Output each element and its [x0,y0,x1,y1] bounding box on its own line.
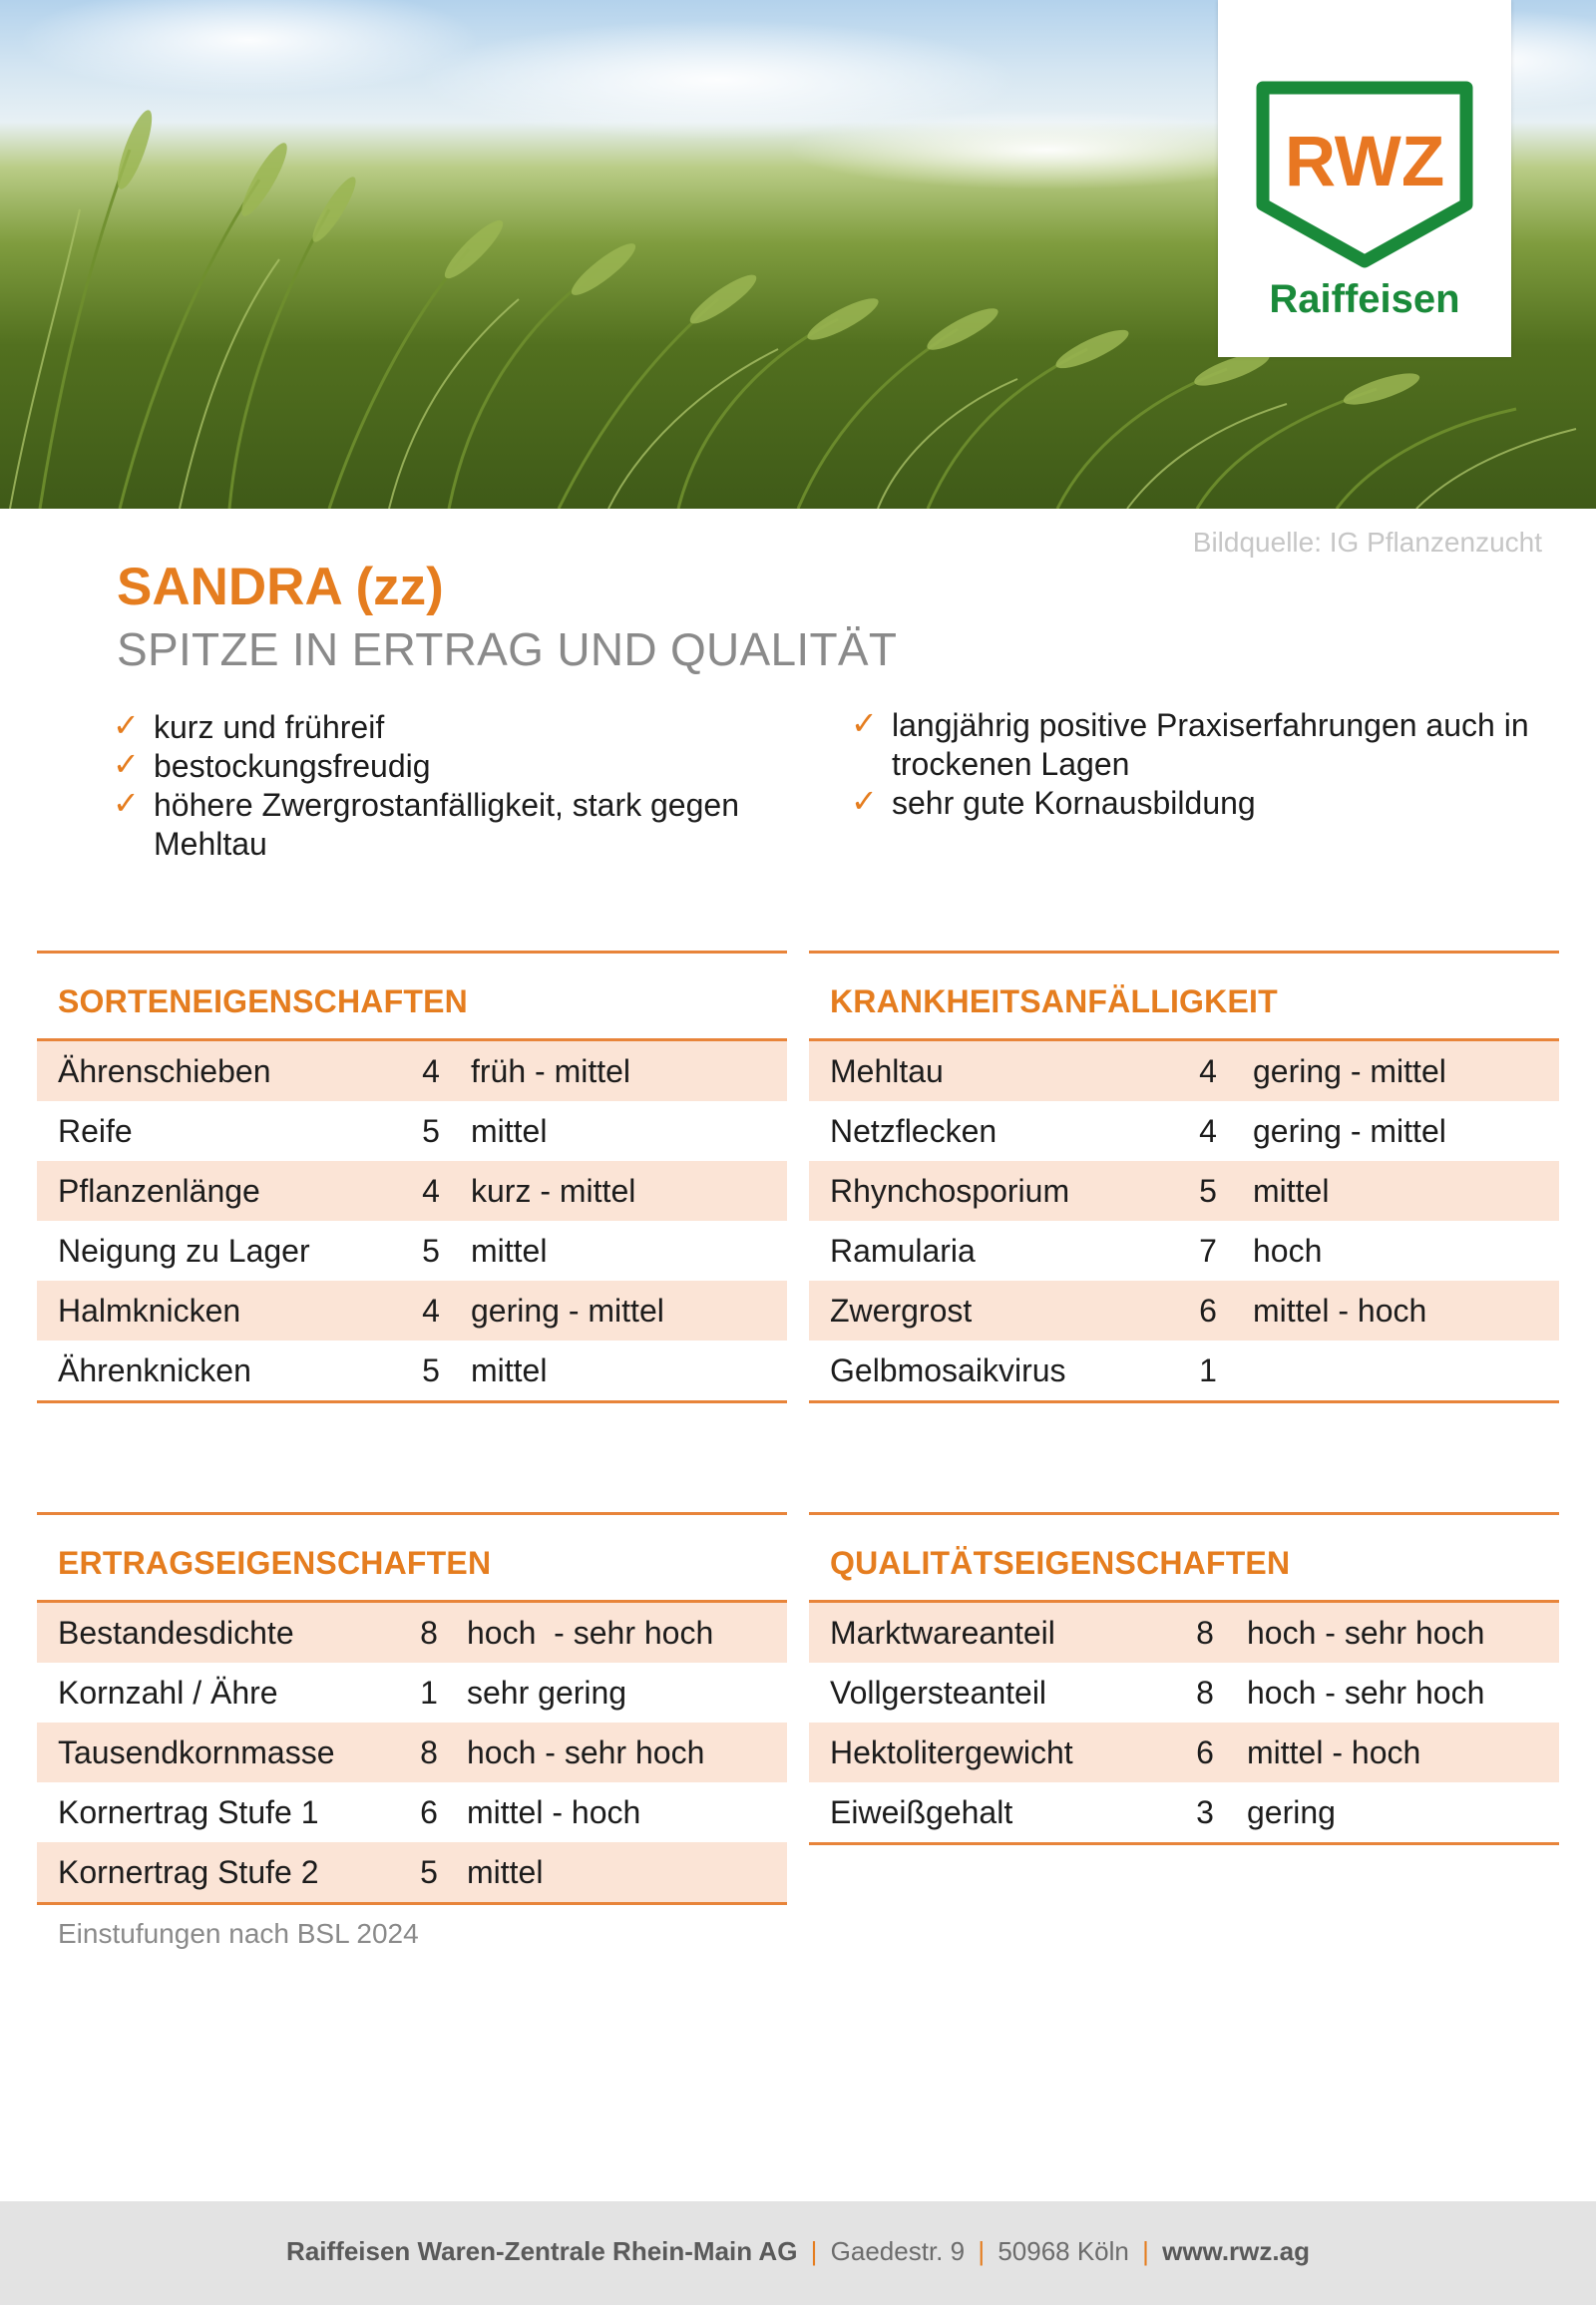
property-rating: gering - mittel [471,1281,787,1341]
property-name: Rhynchosporium [809,1161,1163,1221]
property-score: 3 [1196,1793,1214,1830]
property-name: Tausendkornmasse [37,1723,391,1782]
property-score: 4 [391,1041,471,1101]
property-score: 5 [391,1842,467,1902]
property-rating: hoch - sehr hoch [467,1603,787,1663]
checkmark-icon: ✓ [113,745,140,783]
property-rating: hoch - sehr hoch [1247,1603,1559,1663]
property-score: 6 [420,1793,438,1830]
footer-separator: | [978,2236,986,2266]
divider [37,1902,787,1905]
property-score: 1 [420,1674,438,1711]
property-rating: gering - mittel [1253,1112,1446,1149]
table-row [37,1842,787,1902]
footer-website-link[interactable]: www.rwz.ag [1162,2236,1310,2266]
property-name: Kornertrag Stufe 1 [58,1793,319,1830]
property-name: Hektolitergewicht [809,1723,1163,1782]
property-rating: mittel [471,1232,548,1269]
property-score: 8 [1163,1603,1247,1663]
property-rating: mittel [471,1112,548,1149]
property-name: Vollgersteanteil [830,1674,1047,1711]
property-name: Mehltau [809,1041,1163,1101]
property-rating: hoch [1253,1232,1323,1269]
table-row [37,1161,787,1221]
list-item: ✓ bestockungsfreudig [113,745,431,784]
property-name: Reife [58,1112,133,1149]
table-title: KRANKHEITSANFÄLLIGKEIT [809,954,1559,1041]
table-row [809,1101,1559,1161]
property-rating: hoch - sehr hoch [1247,1674,1485,1711]
property-score: 4 [391,1161,471,1221]
property-rating [1253,1341,1559,1400]
property-rating: mittel - hoch [1253,1281,1559,1341]
property-rating: gering - mittel [1253,1041,1559,1101]
property-name: Ährenschieben [37,1041,391,1101]
property-score: 7 [1199,1232,1217,1269]
property-name: Bestandesdichte [37,1603,391,1663]
table-row [809,1281,1559,1341]
footer-separator: | [1142,2236,1149,2266]
property-rating: hoch - sehr hoch [467,1723,787,1782]
rating-source-note: Einstufungen nach BSL 2024 [58,1918,419,1949]
property-score: 1 [1199,1351,1217,1388]
feature-list-right [851,706,1529,823]
property-rating: mittel [471,1351,548,1388]
checkmark-icon: ✓ [851,782,878,820]
list-item: ✓ sehr gute Kornausbildung [851,782,1256,821]
list-item: ✓ langjährig positive Praxiserfahrungen auch in trockenen Lagen [851,704,1529,782]
table-row [37,1101,787,1161]
feature-list-left [113,708,791,864]
footer [0,2201,1596,2305]
divider [809,1400,1559,1403]
property-name: Neigung zu Lager [58,1232,310,1269]
property-score: 6 [1163,1281,1253,1341]
property-name: Marktwareanteil [809,1603,1163,1663]
table-title: ERTRAGSEIGENSCHAFTEN [37,1515,787,1603]
logo-wordmark: RWZ [1284,123,1445,201]
property-name: Zwergrost [809,1281,1163,1341]
table-row [809,1603,1559,1663]
property-name: Eiweißgehalt [830,1793,1013,1830]
checkmark-icon: ✓ [113,784,140,822]
property-rating: kurz - mittel [471,1161,787,1221]
table-title: SORTENEIGENSCHAFTEN [37,954,787,1041]
table-ertragseigenschaften [37,1512,787,1905]
property-rating: mittel [1253,1161,1559,1221]
table-krankheitsanfaelligkeit [809,951,1559,1403]
table-title: QUALITÄTSEIGENSCHAFTEN [809,1515,1559,1603]
divider [37,1400,787,1403]
property-score: 5 [1163,1161,1253,1221]
property-score: 5 [422,1232,440,1269]
property-rating: mittel [467,1842,787,1902]
property-name: Ramularia [830,1232,976,1269]
list-item: ✓ höhere Zwergrostanfälligkeit, stark gegen Mehltau [113,784,739,862]
logo-subline: Raiffeisen [1269,277,1460,321]
table-row [809,1041,1559,1101]
table-row [37,1281,787,1341]
table-row [37,1663,787,1723]
property-name: Netzflecken [830,1112,998,1149]
photo-credit: Bildquelle: IG Pflanzenzucht [1192,527,1542,558]
property-name: Halmknicken [37,1281,391,1341]
property-rating: gering [1247,1793,1336,1830]
property-name: Ährenknicken [58,1351,251,1388]
rwz-raiffeisen-logo [1218,0,1511,357]
property-rating: mittel - hoch [1247,1723,1559,1782]
property-score: 8 [391,1603,467,1663]
property-score: 4 [1163,1041,1253,1101]
rwz-shield-icon [1218,0,1511,357]
table-row [809,1723,1559,1782]
table-row [37,1041,787,1101]
property-score: 5 [422,1351,440,1388]
property-score: 5 [422,1112,440,1149]
property-name: Kornertrag Stufe 2 [37,1842,391,1902]
table-row [37,1341,787,1400]
property-rating: mittel - hoch [467,1793,641,1830]
checkmark-icon: ✓ [851,704,878,742]
footer-street: Gaedestr. 9 [830,2236,966,2266]
footer-city: 50968 Köln [998,2236,1129,2266]
list-item: ✓ kurz und frühreif [113,706,385,745]
property-name: Pflanzenlänge [37,1161,391,1221]
table-row [37,1603,787,1663]
page-title: SANDRA (zz) [117,558,444,616]
property-score: 8 [391,1723,467,1782]
table-row [809,1221,1559,1281]
divider [809,1842,1559,1845]
table-sorteneigenschaften [37,951,787,1403]
property-score: 4 [391,1281,471,1341]
table-qualitaetseigenschaften [809,1512,1559,1845]
property-name: Gelbmosaikvirus [830,1351,1066,1388]
property-score: 4 [1199,1112,1217,1149]
table-row [809,1161,1559,1221]
table-row [37,1723,787,1782]
property-score: 6 [1163,1723,1247,1782]
table-row [809,1782,1559,1842]
footer-separator: | [810,2236,818,2266]
table-row [37,1782,787,1842]
property-name: Kornzahl / Ähre [58,1674,278,1711]
property-rating: sehr gering [467,1674,627,1711]
table-row [809,1663,1559,1723]
page-subtitle: SPITZE IN ERTRAG UND QUALITÄT [117,623,898,675]
property-score: 8 [1196,1674,1214,1711]
table-row [809,1341,1559,1400]
footer-company: Raiffeisen Waren-Zentrale Rhein-Main AG [286,2236,798,2266]
checkmark-icon: ✓ [113,706,140,744]
property-rating: früh - mittel [471,1041,787,1101]
table-row [37,1221,787,1281]
